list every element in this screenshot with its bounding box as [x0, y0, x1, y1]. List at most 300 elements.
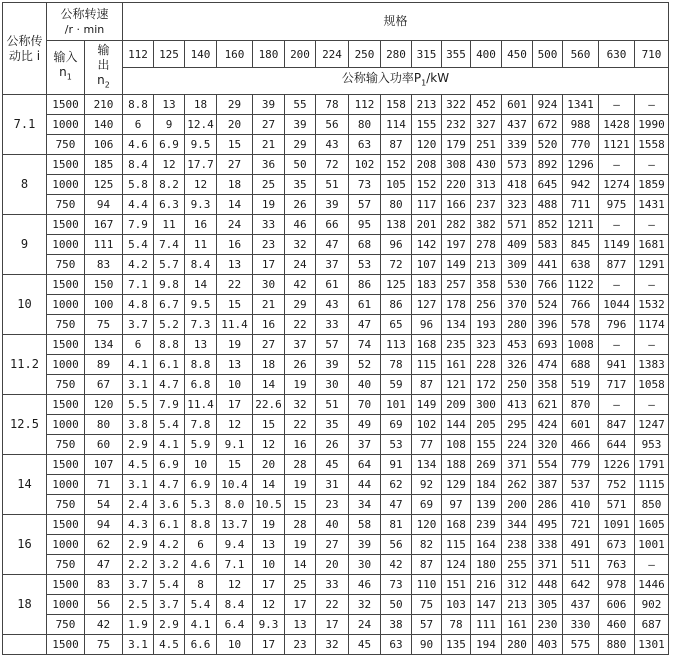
input-speed-cell: 1500 [47, 395, 85, 415]
table-row [3, 575, 669, 595]
power-cell: 147 [471, 595, 502, 615]
output-label-line2: 出 [97, 57, 110, 72]
power-cell: 72 [316, 155, 349, 175]
power-cell: 26 [285, 195, 316, 215]
power-cell: 5.4 [154, 415, 185, 435]
power-cell: 28 [285, 515, 316, 535]
power-cell: 52 [349, 355, 381, 375]
power-cell: 6.6 [185, 635, 217, 655]
power-cell: 852 [533, 215, 563, 235]
power-cell: 5.4 [154, 575, 185, 595]
power-cell: 30 [316, 375, 349, 395]
power-cell: 601 [502, 95, 533, 115]
power-cell: 144 [442, 415, 471, 435]
power-cell: 82 [412, 535, 442, 555]
power-cell: 32 [349, 595, 381, 615]
power-cell: 12 [217, 575, 253, 595]
input-speed-cell: 1000 [47, 475, 85, 495]
input-speed-cell: 750 [47, 135, 85, 155]
ratio-cell: 10 [3, 275, 47, 335]
power-cell: 5.7 [154, 255, 185, 275]
power-cell: 3.6 [154, 495, 185, 515]
power-cell: 286 [533, 495, 563, 515]
power-cell: 27 [217, 155, 253, 175]
power-cell: 370 [502, 295, 533, 315]
power-cell: 410 [563, 495, 599, 515]
input-symbol: n [59, 65, 67, 80]
power-cell: 56 [381, 535, 412, 555]
power-cell: 205 [471, 415, 502, 435]
power-cell: 161 [442, 355, 471, 375]
power-cell: 466 [563, 435, 599, 455]
input-speed-cell: 1000 [47, 295, 85, 315]
power-cell: 4.1 [154, 435, 185, 455]
power-cell: 115 [442, 535, 471, 555]
power-cell: 230 [533, 615, 563, 635]
power-cell: 250 [502, 375, 533, 395]
power-cell: 91 [381, 455, 412, 475]
power-cell: 208 [412, 155, 442, 175]
power-cell: 255 [502, 555, 533, 575]
power-cell: 149 [442, 255, 471, 275]
power-cell: 101 [381, 395, 412, 415]
power-cell: 45 [316, 455, 349, 475]
power-cell: 1532 [635, 295, 669, 315]
power-cell: 371 [502, 455, 533, 475]
power-cell: 4.3 [123, 515, 154, 535]
power-cell: 5.5 [123, 395, 154, 415]
power-cell: 44 [349, 475, 381, 495]
power-subscript: 1 [421, 78, 427, 88]
power-cell: 45 [349, 635, 381, 655]
input-speed-cell: 750 [47, 435, 85, 455]
power-cell: 409 [502, 235, 533, 255]
power-cell: 7.4 [154, 235, 185, 255]
output-speed-cell: 106 [85, 135, 123, 155]
output-speed-cell: 75 [85, 315, 123, 335]
power-cell: 55 [285, 95, 316, 115]
output-speed-header [85, 41, 123, 95]
power-cell: 621 [533, 395, 563, 415]
power-cell: 975 [599, 195, 635, 215]
power-cell: 14 [285, 555, 316, 575]
power-cell: 239 [471, 515, 502, 535]
power-cell: 300 [471, 395, 502, 415]
power-cell: 8.8 [185, 355, 217, 375]
power-cell: 102 [412, 415, 442, 435]
power-cell: 69 [381, 415, 412, 435]
input-speed-cell: 750 [47, 375, 85, 395]
power-cell: 22 [285, 415, 316, 435]
power-cell: 115 [412, 355, 442, 375]
power-cell: 235 [442, 335, 471, 355]
power-cell: 1.9 [123, 615, 154, 635]
power-cell: 19 [253, 195, 285, 215]
power-cell: 1296 [563, 155, 599, 175]
power-cell: 27 [316, 535, 349, 555]
output-speed-cell: 107 [85, 455, 123, 475]
power-cell: 107 [412, 255, 442, 275]
power-cell: 184 [471, 475, 502, 495]
power-cell: 309 [502, 255, 533, 275]
power-cell: 200 [502, 495, 533, 515]
power-cell: 183 [412, 275, 442, 295]
power-cell: 24 [285, 255, 316, 275]
power-cell: 4.1 [185, 615, 217, 635]
power-cell: 6.8 [185, 375, 217, 395]
power-cell: 13 [217, 355, 253, 375]
power-cell: 9.1 [217, 435, 253, 455]
power-cell: 57 [349, 195, 381, 215]
power-cell: 168 [412, 335, 442, 355]
power-cell: – [599, 95, 635, 115]
output-speed-cell: 62 [85, 535, 123, 555]
power-cell: 47 [349, 315, 381, 335]
input-speed-cell: 1500 [47, 155, 85, 175]
power-cell: 880 [599, 635, 635, 655]
power-cell: 10 [253, 555, 285, 575]
power-cell: 721 [563, 515, 599, 535]
power-cell: 5.4 [185, 595, 217, 615]
power-cell: 216 [471, 575, 502, 595]
power-cell: 1121 [599, 135, 635, 155]
output-speed-cell: 125 [85, 175, 123, 195]
power-cell: 66 [316, 215, 349, 235]
table-row [3, 135, 669, 155]
power-cell: 22.6 [253, 395, 285, 415]
power-cell: 78 [381, 355, 412, 375]
power-cell: – [599, 275, 635, 295]
power-cell: 220 [442, 175, 471, 195]
size-header-cell: 400 [471, 41, 502, 68]
power-cell: 19 [217, 335, 253, 355]
power-cell: 120 [412, 135, 442, 155]
power-cell: 33 [316, 575, 349, 595]
power-cell: 4.6 [185, 555, 217, 575]
power-cell: 578 [563, 315, 599, 335]
power-cell: 40 [316, 515, 349, 535]
power-cell: 18 [185, 95, 217, 115]
input-label: 输入 [53, 50, 78, 65]
power-cell: 8.4 [123, 155, 154, 175]
power-cell: 4.2 [154, 535, 185, 555]
output-speed-cell: 111 [85, 235, 123, 255]
power-cell: 15 [217, 295, 253, 315]
power-cell: 344 [502, 515, 533, 535]
power-cell: 32 [316, 635, 349, 655]
table-row [3, 195, 669, 215]
output-speed-cell: 80 [85, 415, 123, 435]
power-cell: 606 [599, 595, 635, 615]
power-cell: 892 [533, 155, 563, 175]
size-header-cell: 160 [217, 41, 253, 68]
speed-header [47, 3, 123, 41]
power-cell: 39 [316, 195, 349, 215]
size-header-cell: 140 [185, 41, 217, 68]
power-cell: 6.9 [154, 135, 185, 155]
power-cell: 326 [502, 355, 533, 375]
power-cell: 5.3 [185, 495, 217, 515]
ratio-label-line2: 动比 i [8, 48, 41, 63]
power-cell: 102 [349, 155, 381, 175]
power-cell: 63 [349, 135, 381, 155]
power-cell: 953 [635, 435, 669, 455]
power-header [123, 68, 669, 95]
input-speed-cell: 1500 [47, 275, 85, 295]
power-cell: 12.4 [185, 115, 217, 135]
power-cell: 642 [563, 575, 599, 595]
power-cell: 1247 [635, 415, 669, 435]
table-row [3, 95, 669, 115]
power-cell: 1174 [635, 315, 669, 335]
power-cell: 38 [381, 615, 412, 635]
power-cell: 18 [253, 355, 285, 375]
power-cell: – [599, 215, 635, 235]
output-speed-cell: 150 [85, 275, 123, 295]
power-cell: 12 [185, 175, 217, 195]
power-cell: 19 [285, 535, 316, 555]
power-cell: 7.9 [154, 395, 185, 415]
output-speed-cell: 89 [85, 355, 123, 375]
power-cell: 96 [412, 315, 442, 335]
power-cell: 766 [563, 295, 599, 315]
power-cell: 33 [316, 315, 349, 335]
table-row [3, 335, 669, 355]
power-cell: 437 [563, 595, 599, 615]
size-header-cell: 200 [285, 41, 316, 68]
power-cell: 424 [533, 415, 563, 435]
power-cell: 3.7 [123, 575, 154, 595]
output-speed-cell: 71 [85, 475, 123, 495]
power-cell: 114 [381, 115, 412, 135]
table-row [3, 515, 669, 535]
power-cell: – [635, 555, 669, 575]
power-cell: 22 [217, 275, 253, 295]
power-cell: – [635, 395, 669, 415]
power-cell: 988 [563, 115, 599, 135]
output-speed-cell: 75 [85, 635, 123, 655]
power-cell: 108 [442, 435, 471, 455]
power-cell: 8.8 [123, 95, 154, 115]
table-body [3, 95, 669, 655]
power-cell: 382 [471, 215, 502, 235]
ratio-cell: 11.2 [3, 335, 47, 395]
power-cell: 29 [217, 95, 253, 115]
table-row [3, 635, 669, 655]
power-cell: 17.7 [185, 155, 217, 175]
power-cell: 17 [253, 635, 285, 655]
power-cell: 42 [285, 275, 316, 295]
power-cell: 1008 [563, 335, 599, 355]
input-speed-cell: 750 [47, 255, 85, 275]
power-cell: 850 [635, 495, 669, 515]
power-cell: 8.0 [217, 495, 253, 515]
power-cell: 90 [412, 635, 442, 655]
power-cell: 39 [316, 355, 349, 375]
output-speed-cell: 83 [85, 255, 123, 275]
power-cell: – [599, 395, 635, 415]
power-cell: 213 [502, 595, 533, 615]
power-cell: 43 [316, 135, 349, 155]
power-cell: 178 [442, 295, 471, 315]
power-cell: 193 [471, 315, 502, 335]
power-cell: 6 [185, 535, 217, 555]
power-cell: 269 [471, 455, 502, 475]
size-header-cell: 450 [502, 41, 533, 68]
size-header-cell: 224 [316, 41, 349, 68]
power-cell: 1149 [599, 235, 635, 255]
output-label-line1: 输 [97, 42, 110, 57]
power-cell: 1211 [563, 215, 599, 235]
power-cell: 3.7 [154, 595, 185, 615]
output-speed-cell: 94 [85, 515, 123, 535]
size-header-cell: 280 [381, 41, 412, 68]
power-cell: 1446 [635, 575, 669, 595]
power-cell: 87 [412, 555, 442, 575]
power-cell: 693 [533, 335, 563, 355]
power-cell: 9.8 [154, 275, 185, 295]
power-cell: 19 [285, 475, 316, 495]
power-cell: 11.4 [217, 315, 253, 335]
power-cell: 280 [502, 315, 533, 335]
power-cell: 2.9 [154, 615, 185, 635]
input-speed-cell: 1000 [47, 595, 85, 615]
power-cell: 22 [316, 595, 349, 615]
power-cell: 3.1 [123, 475, 154, 495]
table-row [3, 535, 669, 555]
power-cell: 6.1 [154, 515, 185, 535]
power-cell: 7.9 [123, 215, 154, 235]
power-cell: 5.8 [123, 175, 154, 195]
power-rating-table [2, 2, 669, 655]
power-cell: 371 [533, 555, 563, 575]
power-cell: 35 [285, 175, 316, 195]
power-cell: 339 [502, 135, 533, 155]
power-cell: 441 [533, 255, 563, 275]
power-cell: 8 [185, 575, 217, 595]
power-cell: 129 [442, 475, 471, 495]
power-cell: 80 [349, 115, 381, 135]
power-cell: 127 [412, 295, 442, 315]
power-cell: 53 [349, 255, 381, 275]
power-cell: 7.3 [185, 315, 217, 335]
power-cell: 413 [502, 395, 533, 415]
power-cell: 80 [381, 195, 412, 215]
power-cell: 2.5 [123, 595, 154, 615]
power-cell: 49 [349, 415, 381, 435]
power-cell: 430 [471, 155, 502, 175]
power-cell: 537 [563, 475, 599, 495]
power-cell: 358 [533, 375, 563, 395]
power-cell: 23 [316, 495, 349, 515]
power-cell: 97 [442, 495, 471, 515]
power-cell: 27 [253, 335, 285, 355]
table-row [3, 215, 669, 235]
power-cell: 530 [502, 275, 533, 295]
power-cell: 779 [563, 455, 599, 475]
power-cell: 188 [442, 455, 471, 475]
power-cell: 437 [502, 115, 533, 135]
power-cell: 1383 [635, 355, 669, 375]
power-cell: 770 [563, 135, 599, 155]
power-label: 公称输入功率P [341, 71, 422, 86]
power-cell: 312 [502, 575, 533, 595]
power-cell: 73 [381, 575, 412, 595]
power-cell: 51 [316, 395, 349, 415]
table-row [3, 455, 669, 475]
table-row [3, 315, 669, 335]
power-cell: 56 [316, 115, 349, 135]
power-cell: 9.4 [217, 535, 253, 555]
power-cell: 645 [533, 175, 563, 195]
power-cell: 238 [502, 535, 533, 555]
output-speed-cell: 42 [85, 615, 123, 635]
power-cell: 10 [185, 455, 217, 475]
power-cell: 941 [599, 355, 635, 375]
power-cell: 1990 [635, 115, 669, 135]
power-cell: 25 [285, 575, 316, 595]
power-cell: 1058 [635, 375, 669, 395]
power-cell: 12 [217, 415, 253, 435]
power-cell: 50 [285, 155, 316, 175]
power-cell: 387 [533, 475, 563, 495]
power-cell: 27 [253, 115, 285, 135]
power-cell: 1558 [635, 135, 669, 155]
power-cell: 21 [253, 135, 285, 155]
power-cell: 313 [471, 175, 502, 195]
input-speed-cell: 750 [47, 495, 85, 515]
input-speed-cell: 1000 [47, 535, 85, 555]
power-cell: 142 [412, 235, 442, 255]
speed-label: 公称转速 [60, 6, 109, 21]
power-cell: 1001 [635, 535, 669, 555]
power-cell: 1431 [635, 195, 669, 215]
input-speed-cell: 1500 [47, 455, 85, 475]
power-cell: 9.3 [185, 195, 217, 215]
input-speed-cell: 1500 [47, 515, 85, 535]
power-cell: 197 [442, 235, 471, 255]
power-cell: 7.1 [123, 275, 154, 295]
output-speed-cell: 210 [85, 95, 123, 115]
power-cell: 752 [599, 475, 635, 495]
power-cell: 155 [412, 115, 442, 135]
power-cell: 20 [316, 555, 349, 575]
output-speed-cell: 94 [85, 195, 123, 215]
power-cell: 3.7 [123, 315, 154, 335]
power-cell: 152 [412, 175, 442, 195]
power-cell: 6 [123, 335, 154, 355]
power-cell: 149 [412, 395, 442, 415]
power-cell: 4.6 [123, 135, 154, 155]
power-cell: 8.8 [154, 335, 185, 355]
power-cell: 70 [349, 395, 381, 415]
speed-unit: /r · min [64, 22, 105, 36]
power-cell: 134 [412, 455, 442, 475]
power-cell: 717 [599, 375, 635, 395]
power-cell: 8.4 [217, 595, 253, 615]
input-speed-cell: 1500 [47, 215, 85, 235]
power-cell: 8.2 [154, 175, 185, 195]
power-cell: 17 [253, 575, 285, 595]
power-cell: 46 [285, 215, 316, 235]
power-cell: 924 [533, 95, 563, 115]
input-speed-cell: 1000 [47, 235, 85, 255]
power-cell: 8.8 [185, 515, 217, 535]
power-cell: 201 [412, 215, 442, 235]
power-cell: 158 [381, 95, 412, 115]
power-cell: 155 [471, 435, 502, 455]
power-cell: 16 [253, 315, 285, 335]
